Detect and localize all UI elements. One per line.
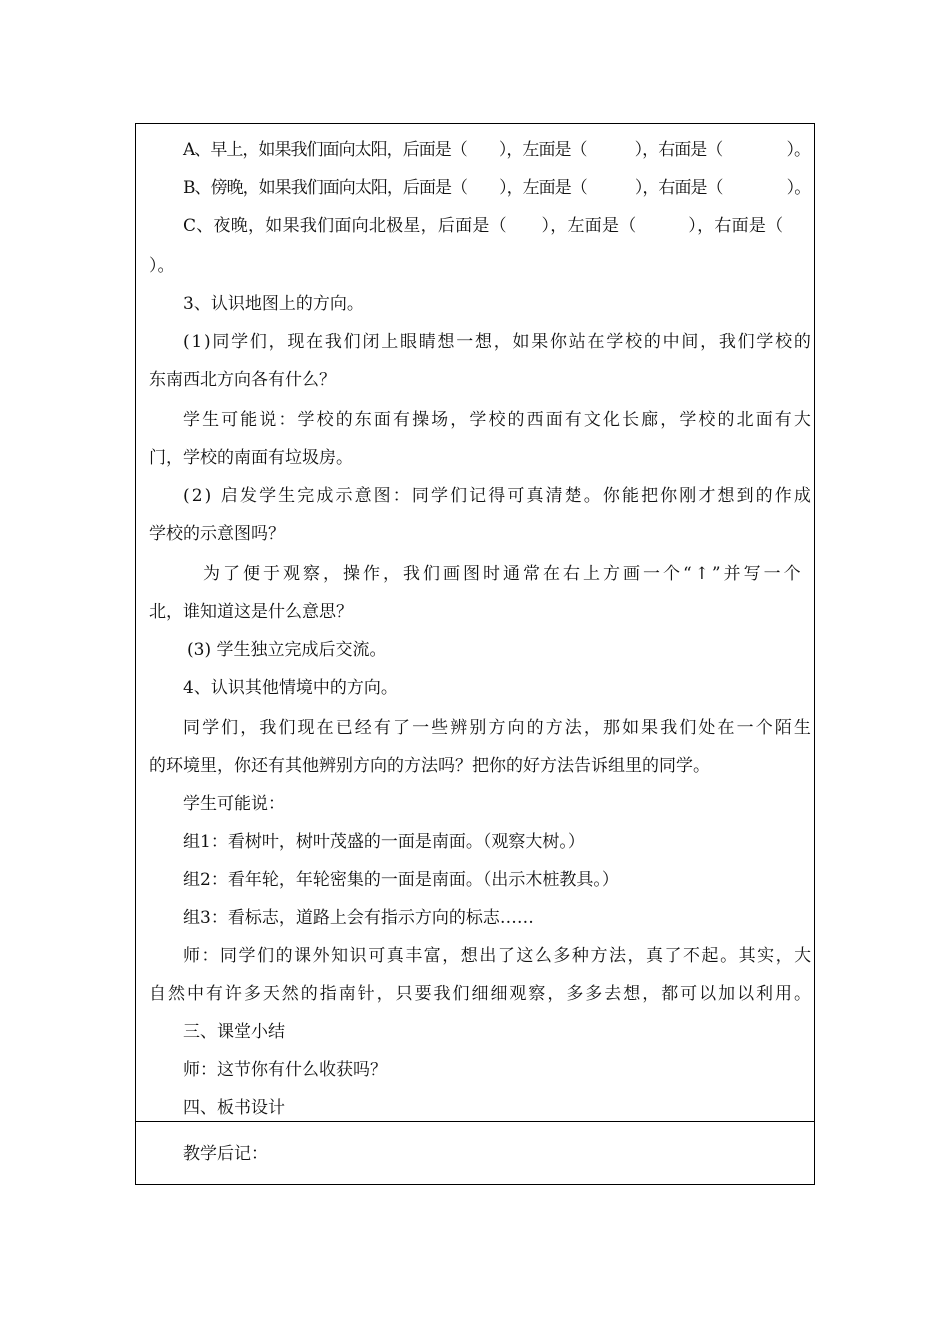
paragraph-3-2-line2: 学校的示意图吗？: [149, 524, 285, 544]
student-answer-line2: 门，学校的南面有垃圾房。: [149, 448, 353, 468]
paragraph-4-line2: 的环境里，你还有其他辨别方向的方法吗？把你的好方法告诉组里的同学。: [149, 756, 710, 776]
teaching-notes-label: 教学后记：: [183, 1144, 268, 1164]
north-arrow-line1: 为了便于观察，操作，我们画图时通常在右上方画一个“↑”并写一个: [203, 564, 804, 584]
teacher-remark-line2: 自然中有许多天然的指南针，只要我们细细观察，多多去想，都可以加以利用。: [149, 984, 813, 1004]
section-4-heading: 4、认识其他情境中的方向。: [183, 678, 398, 698]
paragraph-4-line1: 同学们，我们现在已经有了一些辨别方向的方法，那如果我们处在一个陌生: [183, 718, 813, 738]
teacher-remark-line1: 师：同学们的课外知识可真丰富，想出了这么多种方法，真了不起。其实，大: [183, 946, 813, 966]
group-2: 组2：看年轮，年轮密集的一面是南面。（出示木桩教具。）: [183, 870, 619, 890]
group-3: 组3：看标志，道路上会有指示方向的标志……: [183, 908, 534, 928]
section-board-design-heading: 四、板书设计: [183, 1098, 285, 1118]
section-3-heading: 3、认识地图上的方向。: [183, 294, 364, 314]
student-answer-line1: 学生可能说：学校的东面有操场，学校的西面有文化长廊，学校的北面有大: [183, 410, 813, 430]
student-may-say: 学生可能说：: [183, 794, 285, 814]
paragraph-3-1-line2: 东南西北方向各有什么？: [149, 370, 336, 390]
north-arrow-line2: 北，谁知道这是什么意思？: [149, 602, 353, 622]
teacher-question: 师：这节你有什么收获吗？: [183, 1060, 387, 1080]
exercise-a: A、早上，如果我们面向太阳，后面是（ ），左面是（ ），右面是（ ）。: [183, 140, 811, 160]
exercise-c: C、夜晚，如果我们面向北极星，后面是（ ），左面是（ ），右面是（: [183, 216, 784, 236]
lesson-plan-table: [135, 123, 815, 1185]
paragraph-3-3: (3) 学生独立完成后交流。: [187, 640, 387, 660]
paragraph-3-1-line1: (1)同学们，现在我们闭上眼睛想一想，如果你站在学校的中间，我们学校的: [183, 332, 813, 352]
row-divider: [136, 1121, 814, 1122]
group-1: 组1：看树叶，树叶茂盛的一面是南面。（观察大树。）: [183, 832, 585, 852]
exercise-c-continuation: ）。: [149, 256, 175, 276]
section-summary-heading: 三、课堂小结: [183, 1022, 285, 1042]
paragraph-3-2-line1: (2) 启发学生完成示意图：同学们记得可真清楚。你能把你刚才想到的作成: [183, 486, 813, 506]
exercise-b: B、傍晚，如果我们面向太阳，后面是（ ），左面是（ ），右面是（ ）。: [183, 178, 811, 198]
